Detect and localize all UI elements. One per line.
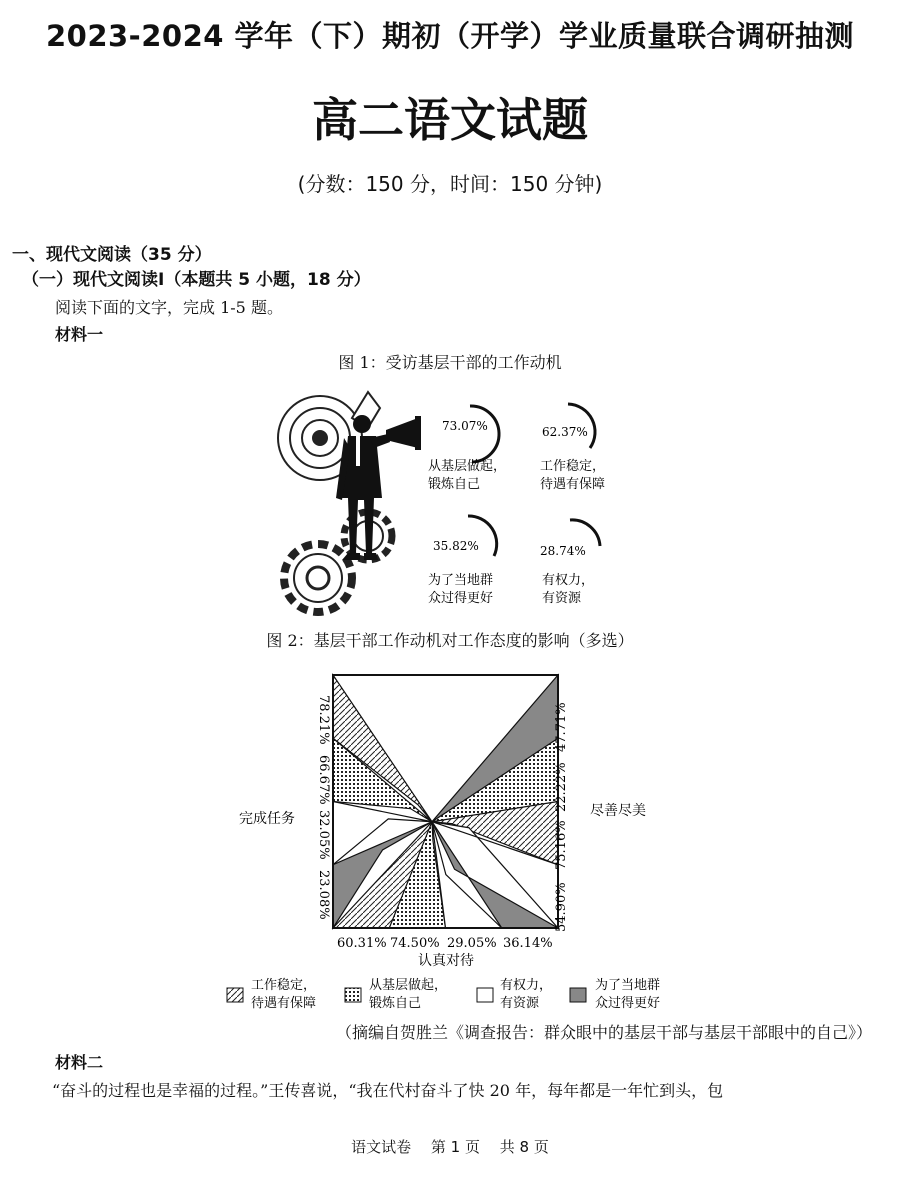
figure2-title: 图 2：基层干部工作动机对工作态度的影响（多选） bbox=[266, 631, 634, 650]
subsection-heading: （一）现代文阅读Ⅰ（本题共 5 小题，18 分） bbox=[22, 270, 371, 290]
bottom-value-label: 36.14% bbox=[503, 936, 553, 951]
gear-icon bbox=[284, 512, 392, 612]
material-1-label: 材料一 bbox=[55, 325, 104, 344]
subject-title: 高二语文试题 bbox=[312, 93, 588, 147]
legend-label: 锻炼自己 bbox=[369, 996, 422, 1011]
chart-fans bbox=[333, 675, 558, 928]
legend-swatch-dots bbox=[345, 988, 361, 1002]
left-value-label: 23.08% bbox=[316, 870, 331, 920]
legend-swatch-gray bbox=[570, 988, 586, 1002]
legend-label: 为了当地群 bbox=[595, 978, 661, 993]
bottom-value-label: 29.05% bbox=[447, 936, 497, 951]
bottom-category-label: 认真对待 bbox=[418, 953, 474, 969]
left-value-label: 78.21% bbox=[316, 695, 331, 745]
legend-swatch-white bbox=[477, 988, 493, 1002]
legend-label: 有资源 bbox=[500, 996, 540, 1011]
legend-label: 工作稳定， bbox=[251, 978, 317, 993]
motive-label: 为了当地群 bbox=[428, 573, 494, 588]
figure1-illustration bbox=[270, 378, 630, 623]
bottom-value-label: 60.31% bbox=[337, 936, 387, 951]
right-category-label: 尽善尽美 bbox=[590, 803, 646, 819]
right-value-label: 47.71% bbox=[554, 702, 569, 752]
material-2-paragraph: “奋斗的过程也是幸福的过程。”王传喜说，“我在代村奋斗了快 20 年，每年都是一年忙到头，包 bbox=[52, 1081, 724, 1100]
motive-label: 众过得更好 bbox=[428, 591, 494, 606]
motive-label: 有权力， bbox=[542, 573, 595, 588]
figure1-title: 图 1：受访基层干部的工作动机 bbox=[338, 353, 562, 372]
right-value-label: 22.22% bbox=[554, 762, 569, 812]
legend-swatch-diagonal bbox=[227, 988, 243, 1002]
legend-label: 从基层做起， bbox=[369, 978, 448, 993]
source-citation: （摘编自贺胜兰《调查报告：群众眼中的基层干部与基层干部眼中的自己》） bbox=[335, 1023, 872, 1042]
instruction: 阅读下面的文字，完成 1-5 题。 bbox=[55, 298, 283, 317]
motive-label: 锻炼自己 bbox=[428, 477, 481, 492]
motive-label: 待遇有保障 bbox=[540, 477, 606, 492]
exam-title: 2023-2024 学年（下）期初（开学）学业质量联合调研抽测 bbox=[45, 19, 855, 53]
motive-label: 从基层做起， bbox=[428, 459, 507, 474]
page-footer: 语文试卷 第 1 页 共 8 页 bbox=[351, 1138, 549, 1156]
left-value-label: 66.67% bbox=[316, 755, 331, 805]
motive-value: 28.74% bbox=[540, 544, 586, 558]
left-category-label: 完成任务 bbox=[239, 811, 295, 827]
motive-value: 62.37% bbox=[542, 425, 588, 439]
motive-label: 工作稳定， bbox=[540, 459, 606, 474]
motive-value: 35.82% bbox=[433, 539, 479, 553]
right-value-label: 75.16% bbox=[554, 820, 569, 870]
material-2-label: 材料二 bbox=[55, 1053, 104, 1072]
section-heading: 一、现代文阅读（35 分） bbox=[12, 245, 212, 265]
legend-label: 待遇有保障 bbox=[251, 996, 317, 1011]
score-time: (分数：150 分，时间：150 分钟) bbox=[297, 172, 603, 196]
left-value-label: 32.05% bbox=[316, 810, 331, 860]
motive-label: 有资源 bbox=[542, 591, 582, 606]
legend-label: 众过得更好 bbox=[595, 996, 661, 1011]
right-value-label: 54.90% bbox=[554, 882, 569, 932]
legend-label: 有权力， bbox=[500, 978, 553, 993]
bottom-value-label: 74.50% bbox=[390, 936, 440, 951]
chart-legend bbox=[227, 977, 660, 1011]
figure2-chart bbox=[225, 655, 675, 1017]
motive-value: 73.07% bbox=[442, 419, 488, 433]
